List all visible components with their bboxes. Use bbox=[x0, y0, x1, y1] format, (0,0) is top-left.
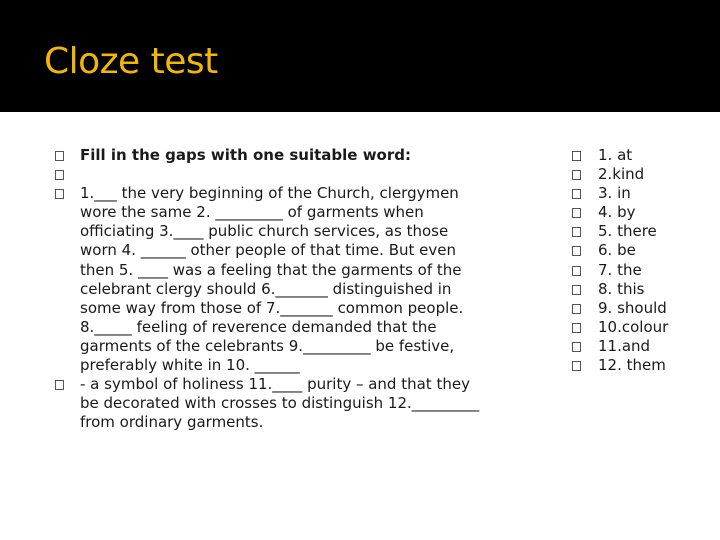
empty-item bbox=[54, 165, 484, 184]
answer-text: 1. at bbox=[598, 146, 633, 164]
answer-text: 10.colour bbox=[598, 317, 669, 336]
answer-text: 2.kind bbox=[598, 165, 645, 184]
answer-item bbox=[571, 165, 711, 184]
answer-item bbox=[571, 299, 711, 318]
answer-item bbox=[571, 184, 711, 203]
bullet-box-icon bbox=[572, 227, 581, 237]
instruction-item bbox=[54, 146, 484, 165]
instruction-text: Fill in the gaps with one suitable word: bbox=[80, 146, 411, 164]
answer-text: 5. there bbox=[598, 222, 657, 241]
bullet-box-icon bbox=[572, 323, 581, 333]
bullet-box-icon bbox=[572, 342, 581, 352]
answer-text: 8. this bbox=[598, 279, 645, 298]
answer-item bbox=[571, 337, 711, 356]
bullet-box-icon bbox=[572, 208, 581, 218]
bullet-box-icon bbox=[55, 151, 64, 161]
bullet-box-icon bbox=[55, 189, 64, 199]
answer-item bbox=[571, 356, 711, 375]
bullet-box-icon bbox=[572, 151, 581, 161]
answer-item bbox=[571, 222, 711, 241]
bullet-box-icon bbox=[572, 266, 581, 276]
bullet-box-icon bbox=[572, 189, 581, 199]
answer-text: 6. be bbox=[598, 241, 636, 260]
bullet-box-icon bbox=[572, 361, 581, 371]
answer-text: 12. them bbox=[598, 356, 666, 375]
answer-list bbox=[571, 146, 711, 375]
bullet-box-icon bbox=[572, 304, 581, 314]
answer-text: 7. the bbox=[598, 260, 642, 279]
answer-item bbox=[571, 146, 711, 165]
answer-text: 4. by bbox=[598, 203, 636, 222]
exercise-list bbox=[54, 146, 484, 432]
answer-item bbox=[571, 261, 711, 280]
answer-text: 11.and bbox=[598, 336, 651, 355]
answer-item bbox=[571, 203, 711, 222]
paragraph-item bbox=[54, 184, 484, 375]
paragraph-2-text: - a symbol of holiness 11.____ purity – and that they be decorated with crosses to distinguish 12._________ from ordinary garments. bbox=[80, 375, 480, 432]
bullet-box-icon bbox=[55, 170, 64, 180]
answer-item bbox=[571, 241, 711, 260]
bullet-box-icon bbox=[55, 380, 64, 390]
answer-text: 3. in bbox=[598, 184, 631, 203]
bullet-box-icon bbox=[572, 246, 581, 256]
slide-title: Cloze test bbox=[44, 41, 218, 82]
bullet-box-icon bbox=[572, 170, 581, 180]
bullet-box-icon bbox=[572, 285, 581, 295]
answer-item bbox=[571, 280, 711, 299]
paragraph-1-text: 1.___ the very beginning of the Church, clergymen wore the same 2. _________ of garments when officiating 3.____ public church services, as those worn 4. ______ other people of that time. But even then 5. ____ was a feeling that the garments of the celebrant clergy should 6._______ distinguished in some way from those of 7._______ common people. 8._____ feeling of reverence demanded that the garments of the celebrants 9._________ be festive, preferably white in 10. ______ bbox=[80, 184, 464, 375]
answer-item bbox=[571, 318, 711, 337]
answer-text: 9. should bbox=[598, 298, 667, 317]
paragraph-item bbox=[54, 375, 484, 432]
